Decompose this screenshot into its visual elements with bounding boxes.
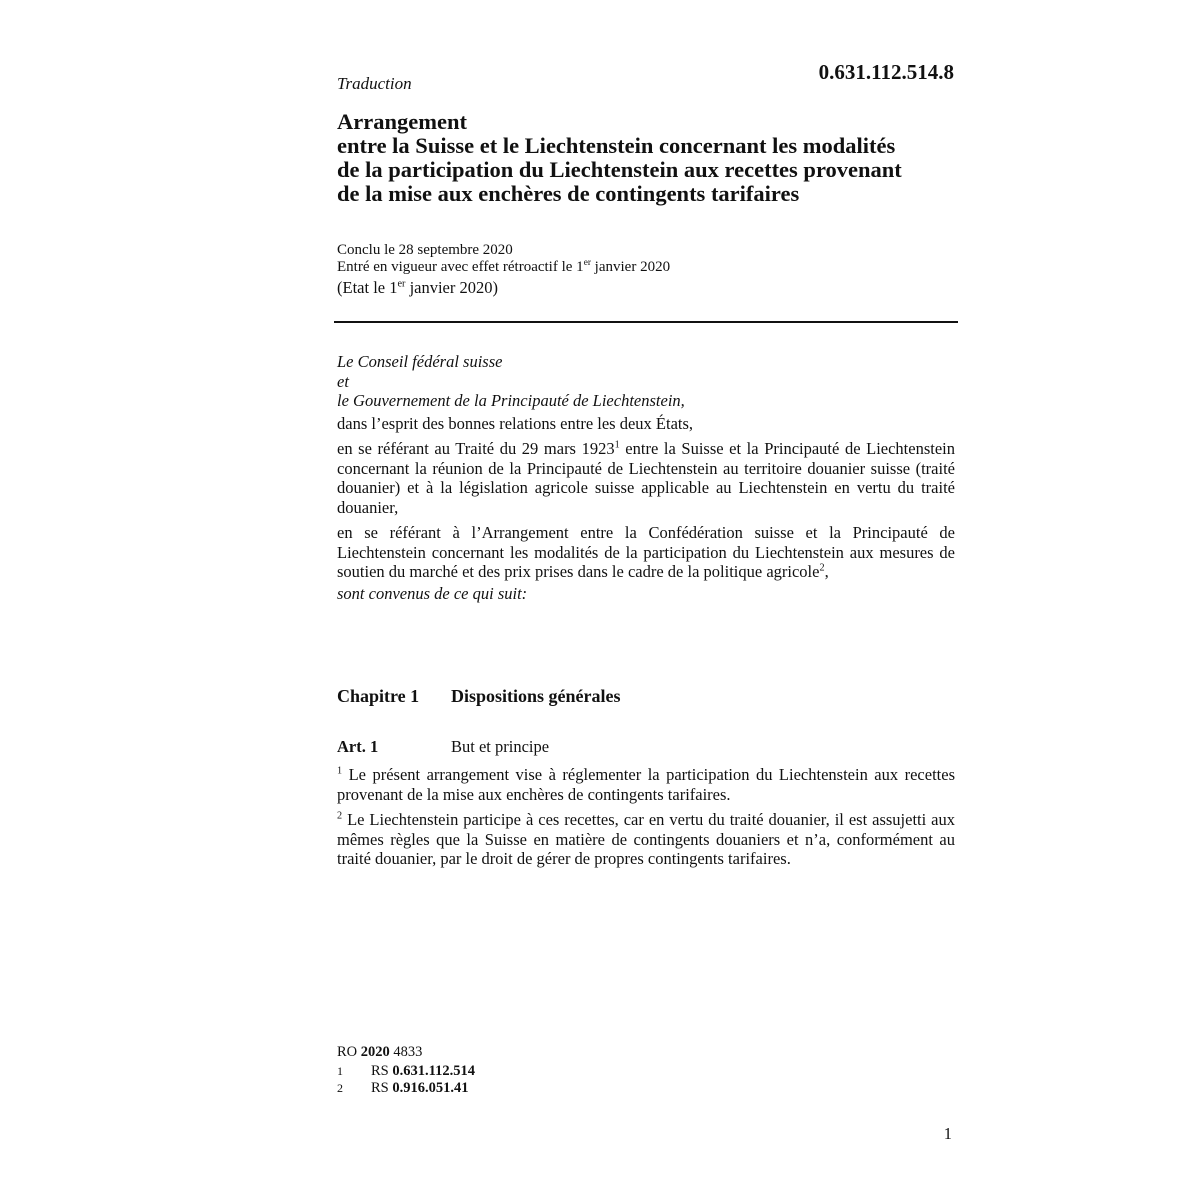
title-line: Arrangement [337, 109, 467, 134]
footnote: 1 RS 0.631.112.514 [337, 1063, 475, 1079]
header-divider [334, 321, 958, 323]
article-number: Art. 1 [337, 737, 379, 756]
footnote: 2 RS 0.916.051.41 [337, 1080, 469, 1096]
concluded-date: Conclu le 28 septembre 2020 [337, 242, 513, 258]
article-body [337, 765, 955, 869]
title-line: entre la Suisse et le Liechtenstein concernant les modalités [337, 133, 896, 158]
page-number: 1 [943, 1124, 952, 1143]
conjunction: et [337, 371, 349, 391]
chapter-heading [337, 686, 621, 707]
preamble-paragraph: dans l’esprit des bonnes relations entre les deux États, [337, 413, 694, 433]
sr-number: 0.631.112.514.8 [818, 60, 954, 84]
preamble-paragraph: en se référant à l’Arrangement entre la Confédération suisse et la Principauté de Liechtenstein concernant les modalités de la participation du Liechtenstein aux mesures de soutien du marché et des prix prises dans le cadre de la politique agricole$^2$, [337, 523, 955, 581]
party-2: le Gouvernement de la Principauté de Liechtenstein, [337, 391, 685, 410]
article-paragraph: $^1$ Le présent arrangement vise à réglementer la participation du Liechtenstein aux recettes provenant de la mise aux enchères de contingents tarifaires. [337, 765, 955, 804]
preamble-paragraph: en se référant au Traité du 29 mars 1923$^1$ entre la Suisse et la Principauté de Liechtenstein concernant la réunion de la Principauté de Liechtenstein au territoire douanier suisse (traité douanier) et à la législation agricole suisse applicable au Liechtenstein en vertu du traité douanier, [337, 439, 955, 517]
article-paragraph: $^2$ Le Liechtenstein participe à ces recettes, car en vertu du traité douanier, il est assujetti aux mêmes règles que la Suisse en matière de contingents douaniers et n’a, conformément au traité douanier, par le droit de gérer de propres contingents tarifaires. [337, 810, 955, 868]
chapter-title: Dispositions générales [451, 686, 621, 706]
title-line: de la participation du Liechtenstein aux recettes provenant [337, 157, 902, 182]
document-title [337, 110, 977, 206]
article-title: But et principe [451, 737, 550, 756]
state-date: (Etat le 1er janvier 2020) [337, 278, 498, 297]
chapter-number: Chapitre 1 [337, 686, 420, 706]
entry-into-force: Entré en vigueur avec effet rétroactif le 1er janvier 2020 [337, 258, 671, 275]
article-heading [337, 737, 957, 757]
title-line: de la mise aux enchères de contingents tarifaires [337, 181, 800, 206]
official-compilation-ref: RO 2020 4833 [337, 1044, 423, 1060]
preamble [337, 352, 955, 603]
translation-note: Traduction [337, 74, 412, 93]
preamble-closing: sont convenus de ce qui suit: [337, 583, 528, 603]
party-1: Le Conseil fédéral suisse [337, 352, 503, 371]
document-metadata [337, 242, 670, 298]
